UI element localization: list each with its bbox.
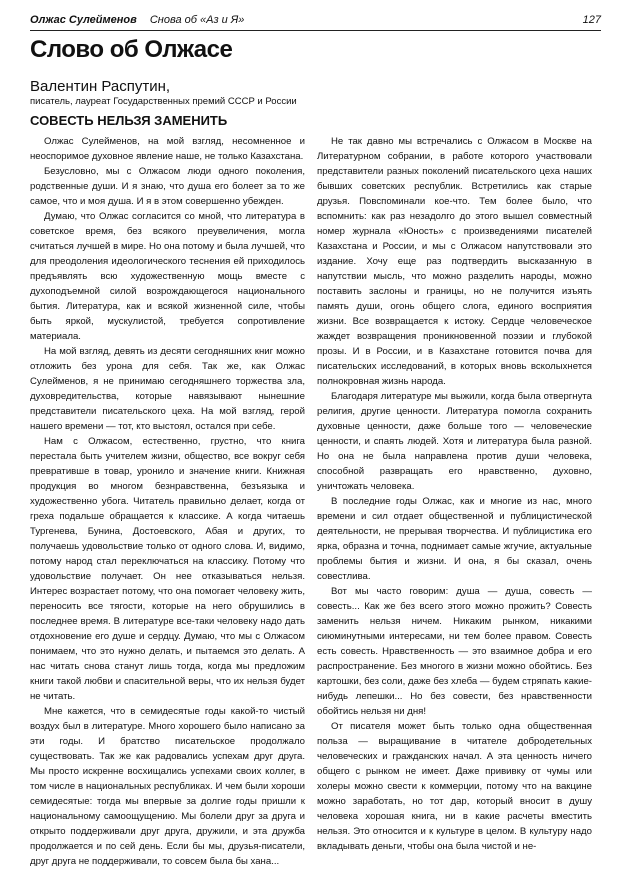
page-header bbox=[30, 14, 601, 31]
paragraph: Не так давно мы встречались с Олжасом в Москве на Литературном собрании, в работе которого участвовали представители разных поколений писательского цеха наших бывших советских республик. Встретились как старые друзья. Повспоминали кое-что. Тем более было, что вспомнить: как раз незадолго до этого вышел совместный номер журнала «Юность» с произведениями писателей Казахстана и России, и мы с Олжасом напутствовали это издание. Хочу еще раз подтвердить высказанную в напутствии мысль, что можно разделить народы, можно поставить заслоны и границы, но не получится изъять память души, огонь общего слога, единого восприятия жизни. Все возвращается к истоку. Сердце человеческое жаждет возвращения проникновенной поэзии и глубокой прозы. И в России, и в Казахстане готовится почва для писательских исследований, в которых вновь всколыхнется полнокровная жизнь народа. bbox=[317, 136, 592, 387]
paragraph: От писателя может быть только одна общественная польза — выращивание в читателе добродетельных человеческих и гражданских начал. А эта ценность ничего общего с рынком не имеет. Даже прививку от чумы или холеры можно свести к коммерции, потому что на вакцине можно заработать, но тот дар, который вносит в душу человека хорошая книга, ни в какие расчеты вместить нельзя. Это относится и к культуре в целом. В культуру надо вкладывать деньги, чтобы она была чистой и не- bbox=[317, 721, 592, 852]
paragraph: Вот мы часто говорим: душа — душа, совесть — совесть... Как же без всего этого можно прожить? Совесть заменить нельзя ничем. Никаким рынком, никакими сиюминутными интересами, ни тем более правом. Совесть есть совесть. Нравственность — это взаимное добра и его распространение. Без многого в жизни можно обойтись. Без картошки, без соли, даже без хлеба — будем стряпать какие-нибудь лепешки... Но без совести, без нравственности обойтись нельзя ни дня! bbox=[317, 586, 592, 717]
article-subheading: СОВЕСТЬ НЕЛЬЗЯ ЗАМЕНИТЬ bbox=[30, 113, 228, 128]
paragraph: В последние годы Олжас, как и многие из нас, много времени и сил отдает общественной и публицистической деятельности, не прерывая творчества. И публицистика его ярка, образна и точна, поднимает самые жгучие, актуальные проблемы бытия и жизни. И она, я бы сказал, очень совестлива. bbox=[317, 496, 592, 582]
paragraph: Олжас Сулейменов, на мой взгляд, несомненное и неоспоримое духовное явление наше, не только Казахстана. bbox=[30, 136, 305, 162]
paragraph: На мой взгляд, девять из десяти сегодняшних книг можно отложить без урона для себя. Так же, как Олжас Сулейменов, я не принимаю сегодняшнего торжества зла, духовредительства, которые навязывают нынешние представители писательского цеха. На мой взгляд, герой нашего времени — тот, кто выстоял, остался при себе. bbox=[30, 346, 305, 432]
paragraph: Мне кажется, что в семидесятые годы какой-то чистый воздух был в литературе. Много хорошего было написано за эти годы. И братство писательское продолжало существовать. Так же как радовались успехам друг друга. Мы просто искренне восхищались успехами своих коллег, в том числе в национальных республиках. И чем были хороши семидесятые: тогда мы впервые за долгие годы пришли к национальному самоощущению. Мы болели друг за друга и открыто поддерживали друг друга, дружили, и эта дружба продолжается и по сей день. Если бы мы, друзья-писатели, друг друга не поддерживали, то совсем была бы хана... bbox=[30, 706, 305, 867]
author-description: писатель, лауреат Государственных премий СССР и России bbox=[30, 96, 297, 107]
paragraph: Думаю, что Олжас согласится со мной, что литература в советское время, без всякого преувеличения, могла считаться лучшей в мире. Но она потому и была лучшей, что для преодоления идеологического теснения ей приходилось предъявлять всю художественную мощь вместе с духоподъемной силой возрождающегося национального бытия. Литература, как и всякой жизненной силе, чтобы быть яркой, мускулистой, требуется сопротивление материала. bbox=[30, 211, 305, 342]
journal-title: Олжас Сулейменов bbox=[30, 14, 137, 26]
section-title: Снова об «Аз и Я» bbox=[149, 14, 245, 26]
left-column bbox=[30, 134, 305, 867]
right-column bbox=[317, 134, 592, 852]
paragraph: Нам с Олжасом, естественно, грустно, что книга перестала быть учителем жизни, общество, все вокруг себя превративше в товар, уронило и значение книги. Книжная продукция во многом безнравственна, безъязыка и художественно убога. Читатель правильно делает, когда от греха подальше обращается к классике. А когда читаешь Тургенева, Бунина, Достоевского, Абая и других, то получаешь удовольствие только от одного слова. И, видимо, потому народ стал переключаться на классику. Потому что удовольствие получает. Он нее отказываться нельзя. Интерес возрастает потому, что она помогает человеку жить, переносить все тягости, которые на него обрушились в последнее время. В литературе все-таки человеку надо дать отдохновение его душе и сердцу. Думаю, что мы с Олжасом понимаем, что это нужно делать, и пытаемся это делать. А нас читать снова станут лишь тогда, когда мы предложим книги такой любви и спасительной веры, что их нельзя будет не читать. bbox=[30, 436, 305, 702]
author-name: Валентин Распутин, bbox=[30, 78, 171, 95]
paragraph: Благодаря литературе мы выжили, когда была отвергнута религия, другие ценности. Литература помогла сохранить духовные ценности, даже больше того — человеческие ценности, и спаять людей. Хотя и литература была разной. Но она не была направлена против души человека, способной развращать его нравственно, духовно, уничтожать человека. bbox=[317, 391, 592, 492]
paragraph: Безусловно, мы с Олжасом люди одного поколения, родственные души. И я знаю, что душа его болеет за то же самое, что и моя душа. И я в этом совершенно убежден. bbox=[30, 166, 305, 207]
article-title: Слово об Олжасе bbox=[30, 36, 233, 63]
page-number: 127 bbox=[582, 14, 601, 26]
